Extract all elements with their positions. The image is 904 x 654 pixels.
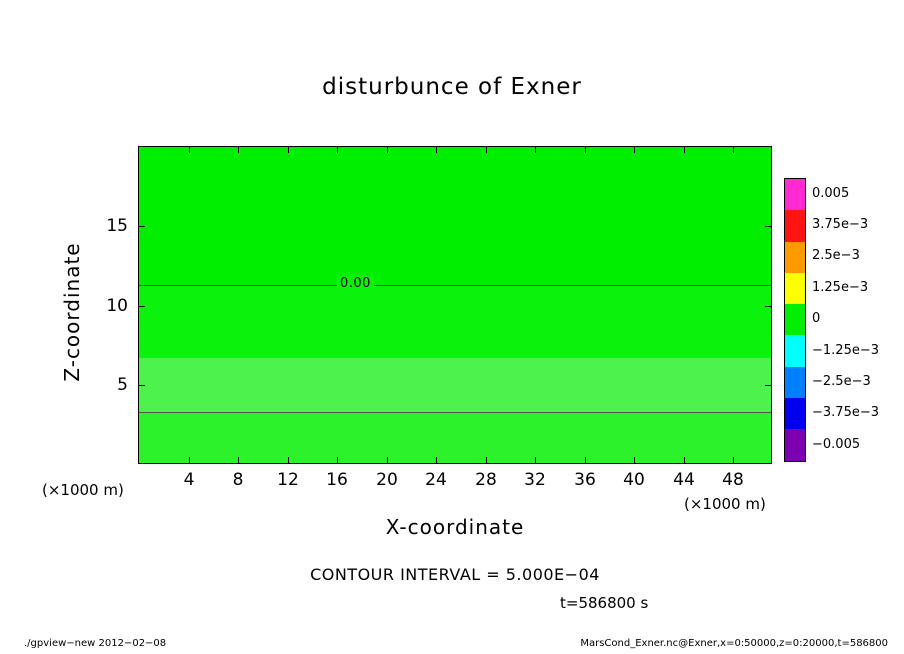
x-tick	[238, 146, 239, 153]
x-tick-label: 40	[623, 470, 645, 490]
x-tick-label: 20	[376, 470, 398, 490]
x-tick	[387, 457, 388, 464]
y-tick	[138, 226, 145, 227]
y-axis-title: Z-coordinate	[60, 242, 84, 382]
y-tick	[138, 385, 145, 386]
footer-right: MarsCond_Exner.nc@Exner,x=0:50000,z=0:20000,t=586800	[580, 638, 888, 649]
footer-left: ./gpview−new 2012−02−08	[24, 638, 167, 649]
y-tick-label: 5	[117, 375, 128, 395]
y-tick	[138, 306, 145, 307]
colorbar-label: 3.75e−3	[812, 217, 869, 232]
colorbar-label: 0.005	[812, 186, 850, 201]
x-tick	[684, 457, 685, 464]
colorbar-cell	[785, 304, 805, 335]
x-tick-label: 44	[673, 470, 695, 490]
colorbar-label: 0	[812, 311, 821, 326]
color-band	[139, 147, 771, 285]
x-tick	[337, 457, 338, 464]
x-tick	[585, 146, 586, 153]
x-tick-label: 12	[277, 470, 299, 490]
x-tick	[585, 457, 586, 464]
colorbar-cell	[785, 335, 805, 366]
x-tick-label: 36	[574, 470, 596, 490]
colorbar-label: 1.25e−3	[812, 280, 869, 295]
color-band	[139, 412, 771, 464]
contour-line-lower	[139, 412, 771, 413]
x-tick	[535, 457, 536, 464]
colorbar-label: −0.005	[812, 437, 861, 452]
x-tick	[387, 146, 388, 153]
colorbar-cell	[785, 398, 805, 429]
x-tick-label: 32	[524, 470, 546, 490]
x-tick-label: 48	[722, 470, 744, 490]
x-tick-label: 28	[475, 470, 497, 490]
colorbar-cell	[785, 429, 805, 460]
x-tick	[189, 457, 190, 464]
colorbar	[784, 178, 806, 462]
x-tick	[337, 146, 338, 153]
x-tick	[238, 457, 239, 464]
x-tick-label: 8	[232, 470, 244, 490]
x-tick	[634, 457, 635, 464]
time-stamp: t=586800 s	[560, 594, 649, 612]
plot-area	[138, 146, 772, 464]
colorbar-cell	[785, 179, 805, 210]
x-tick	[486, 457, 487, 464]
contour-label: 0.00	[337, 276, 374, 291]
x-tick	[733, 457, 734, 464]
x-axis-unit: (×1000 m)	[684, 495, 766, 513]
y-tick-label: 15	[106, 216, 128, 236]
y-tick	[765, 385, 772, 386]
y-tick	[765, 306, 772, 307]
x-tick	[288, 457, 289, 464]
colorbar-label: 2.5e−3	[812, 248, 860, 263]
x-tick	[634, 146, 635, 153]
x-tick	[486, 146, 487, 153]
colorbar-label: −1.25e−3	[812, 343, 879, 358]
y-tick-label: 10	[106, 296, 128, 316]
y-axis-unit: (×1000 m)	[42, 481, 124, 499]
color-band	[139, 285, 771, 358]
x-tick-label: 4	[183, 470, 195, 490]
contour-interval-caption: CONTOUR INTERVAL = 5.000E−04	[310, 565, 600, 584]
colorbar-label: −2.5e−3	[812, 374, 871, 389]
page-title: disturbunce of Exner	[322, 74, 582, 100]
y-tick	[765, 226, 772, 227]
colorbar-cell	[785, 367, 805, 398]
x-tick	[684, 146, 685, 153]
colorbar-cell	[785, 210, 805, 241]
x-tick	[189, 146, 190, 153]
x-tick	[436, 146, 437, 153]
x-tick	[436, 457, 437, 464]
colorbar-cell	[785, 273, 805, 304]
x-tick	[288, 146, 289, 153]
color-band	[139, 358, 771, 412]
x-tick-label: 24	[425, 470, 447, 490]
x-tick	[733, 146, 734, 153]
x-tick	[535, 146, 536, 153]
x-tick-label: 16	[326, 470, 348, 490]
x-axis-title: X-coordinate	[385, 515, 525, 539]
colorbar-cell	[785, 242, 805, 273]
colorbar-label: −3.75e−3	[812, 405, 879, 420]
contour-line-zero	[139, 285, 771, 286]
